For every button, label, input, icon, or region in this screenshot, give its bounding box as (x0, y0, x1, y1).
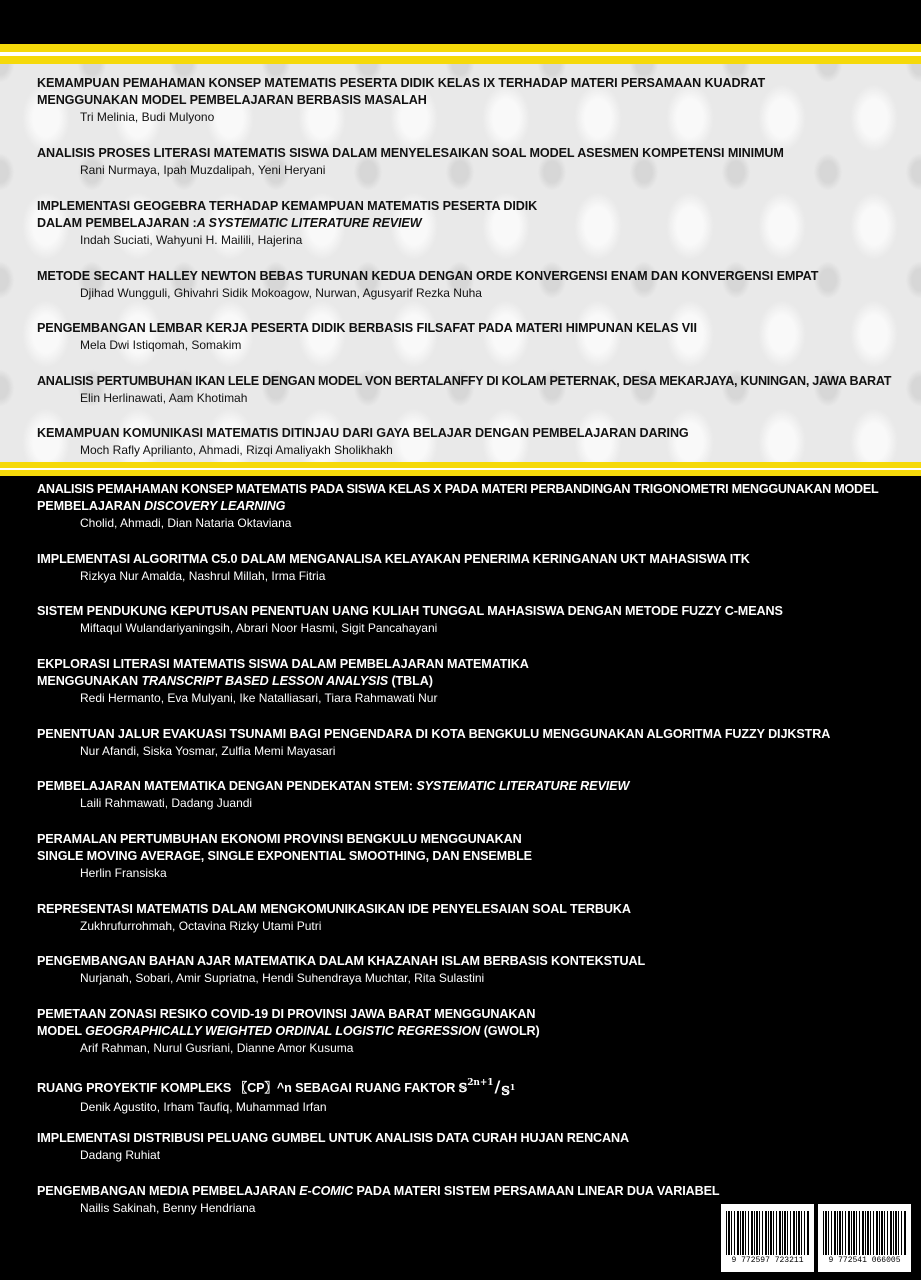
barcode-bars (823, 1211, 906, 1255)
article-title-italic: SYSTEMATIC LITERATURE REVIEW (416, 779, 630, 793)
issn-barcode-online (818, 1204, 911, 1272)
article-authors: Arif Rahman, Nurul Gusriani, Dianne Amor Kusuma (80, 1041, 354, 1055)
article-title: METODE SECANT HALLEY NEWTON BEBAS TURUNAN KEDUA DENGAN ORDE KONVERGENSI ENAM DAN KONVERGENSI EMPAT (37, 269, 819, 283)
article-entry (37, 901, 917, 935)
article-title-text: DALAM PEMBELAJARAN : (37, 216, 197, 230)
article-title: EKPLORASI LITERASI MATEMATIS SISWA DALAM PEMBELAJARAN MATEMATIKA (37, 657, 529, 671)
article-entry (37, 425, 917, 459)
article-authors: Cholid, Ahmadi, Dian Nataria Oktaviana (80, 516, 292, 530)
article-authors: Herlin Fransiska (80, 866, 167, 880)
article-authors: Denik Agustito, Irham Taufiq, Muhammad Irfan (80, 1100, 327, 1114)
article-authors: Zukhrufurrohmah, Octavina Rizky Utami Putri (80, 919, 322, 933)
article-title-line2 (37, 673, 917, 690)
article-title-text: PENGEMBANGAN MEDIA PEMBELAJARAN (37, 1184, 300, 1198)
article-title-italic: GEOGRAPHICALLY WEIGHTED ORDINAL LOGISTIC REGRESSION (85, 1024, 481, 1038)
article-entry (37, 726, 917, 760)
article-authors: Laili Rahmawati, Dadang Juandi (80, 796, 253, 810)
top-yellow-bar (0, 44, 921, 52)
math-symbol-s: 𝕊 (501, 1084, 510, 1098)
top-black-band (0, 0, 921, 44)
article-title: KEMAMPUAN KOMUNIKASI MATEMATIS DITINJAU DARI GAYA BELAJAR DENGAN PEMBELAJARAN DARING (37, 426, 689, 440)
article-authors: Dadang Ruhiat (80, 1148, 161, 1162)
article-authors: Miftaqul Wulandariyaningsih, Abrari Noor Hasmi, Sigit Pancahayani (80, 621, 438, 635)
article-title: IMPLEMENTASI GEOGEBRA TERHADAP KEMAMPUAN MATEMATIS PESERTA DIDIK (37, 199, 538, 213)
article-entry (37, 603, 917, 637)
article-title-line2 (37, 1023, 917, 1040)
article-entry (37, 831, 917, 882)
article-entry (37, 778, 917, 812)
article-authors: Nurjanah, Sobari, Amir Supriatna, Hendi Suhendraya Muchtar, Rita Sulastini (80, 971, 485, 985)
article-entry (37, 373, 917, 407)
article-authors: Elin Herlinawati, Aam Khotimah (80, 391, 248, 405)
article-title-line2 (37, 215, 917, 232)
article-title: PEMETAAN ZONASI RESIKO COVID-19 DI PROVINSI JAWA BARAT MENGGUNAKAN (37, 1007, 536, 1021)
article-title-italic: A SYSTEMATIC LITERATURE REVIEW (196, 216, 422, 230)
math-slash: / (494, 1077, 501, 1096)
article-entry (37, 1006, 917, 1057)
article-title (37, 1078, 917, 1099)
article-title: IMPLEMENTASI ALGORITMA C5.0 DALAM MENGANALISA KELAYAKAN PENERIMA KERINGANAN UKT MAHASISWA ITK (37, 552, 750, 566)
article-title-text: PEMBELAJARAN MATEMATIKA DENGAN PENDEKATAN STEM: (37, 779, 417, 793)
article-title (37, 1183, 917, 1200)
article-entry (37, 953, 917, 987)
article-entry (37, 1078, 917, 1116)
article-entry (37, 481, 917, 532)
article-authors: Nailis Sakinah, Benny Hendriana (80, 1201, 256, 1215)
article-title-line2 (37, 498, 917, 515)
article-title-suffix: (GWOLR) (480, 1024, 540, 1038)
article-entry (37, 75, 917, 126)
article-title: ANALISIS PERTUMBUHAN IKAN LELE DENGAN MODEL VON BERTALANFFY DI KOLAM PETERNAK, DESA MEKARJAYA, KUNINGAN, JAWA BARAT (37, 374, 892, 388)
article-authors: Indah Suciati, Wahyuni H. Mailili, Hajerina (80, 233, 303, 247)
article-title: PENENTUAN JALUR EVAKUASI TSUNAMI BAGI PENGENDARA DI KOTA BENGKULU MENGGUNAKAN ALGORITMA FUZZY DIJKSTRA (37, 727, 831, 741)
article-title-italic: DISCOVERY LEARNING (144, 499, 286, 513)
article-authors: Djihad Wungguli, Ghivahri Sidik Mokoagow, Nurwan, Agusyarif Rezka Nuha (80, 286, 482, 300)
article-entry (37, 198, 917, 249)
article-entry (37, 268, 917, 302)
top-yellow-bar-2 (0, 56, 921, 64)
barcode-bars (726, 1211, 809, 1255)
article-entry (37, 320, 917, 354)
article-title: KEMAMPUAN PEMAHAMAN KONSEP MATEMATIS PESERTA DIDIK KELAS IX TERHADAP MATERI PERSAMAAN KUADRAT (37, 76, 766, 90)
article-title-suffix: PADA MATERI SISTEM PERSAMAAN LINEAR DUA VARIABEL (353, 1184, 720, 1198)
article-authors: Rani Nurmaya, Ipah Muzdalipah, Yeni Heryani (80, 163, 326, 177)
barcode-number: 9 772597 723211 (731, 1256, 804, 1265)
article-authors: Moch Rafly Aprilianto, Ahmadi, Rizqi Amaliyakh Sholikhakh (80, 443, 393, 457)
issn-barcode-print (721, 1204, 814, 1272)
article-title: PENGEMBANGAN LEMBAR KERJA PESERTA DIDIK BERBASIS FILSAFAT PADA MATERI HIMPUNAN KELAS VII (37, 321, 697, 335)
article-title-line2: SINGLE MOVING AVERAGE, SINGLE EXPONENTIAL SMOOTHING, DAN ENSEMBLE (37, 849, 532, 863)
article-title-text: PEMBELAJARAN (37, 499, 145, 513)
article-authors: Rizkya Nur Amalda, Nashrul Millah, Irma Fitria (80, 569, 326, 583)
article-title: SISTEM PENDUKUNG KEPUTUSAN PENENTUAN UANG KULIAH TUNGGAL MAHASISWA DENGAN METODE FUZZY C-MEANS (37, 604, 783, 618)
article-title-line2: MENGGUNAKAN MODEL PEMBELAJARAN BERBASIS MASALAH (37, 93, 427, 107)
article-title: PENGEMBANGAN BAHAN AJAR MATEMATIKA DALAM KHAZANAH ISLAM BERBASIS KONTEKSTUAL (37, 954, 646, 968)
article-authors: Mela Dwi Istiqomah, Somakim (80, 338, 242, 352)
quotient-space-formula (458, 1077, 516, 1098)
article-authors: Redi Hermanto, Eva Mulyani, Ike Natalliasari, Tiara Rahmawati Nur (80, 691, 438, 705)
article-title: ANALISIS PEMAHAMAN KONSEP MATEMATIS PADA SISWA KELAS X PADA MATERI PERBANDINGAN TRIGONOMETRI MENGGUNAKAN MODEL (37, 482, 879, 496)
article-authors: Nur Afandi, Siska Yosmar, Zulfia Memi Mayasari (80, 744, 336, 758)
article-title-italic: E-COMIC (299, 1184, 354, 1198)
math-exponent: 2n+1 (467, 1078, 494, 1088)
article-entry (37, 1130, 917, 1164)
article-authors: Tri Melinia, Budi Mulyono (80, 110, 215, 124)
article-title: IMPLEMENTASI DISTRIBUSI PELUANG GUMBEL UNTUK ANALISIS DATA CURAH HUJAN RENCANA (37, 1131, 630, 1145)
article-entry (37, 145, 917, 179)
article-entry (37, 656, 917, 707)
article-title (37, 778, 917, 795)
article-title-suffix: (TBLA) (388, 674, 433, 688)
article-title: REPRESENTASI MATEMATIS DALAM MENGKOMUNIKASIKAN IDE PENYELESAIAN SOAL TERBUKA (37, 902, 631, 916)
article-title-text: MODEL (37, 1024, 86, 1038)
article-title: ANALISIS PROSES LITERASI MATEMATIS SISWA DALAM MENYELESAIKAN SOAL MODEL ASESMEN KOMPETENSI MINIMUM (37, 146, 784, 160)
article-title: PERAMALAN PERTUMBUHAN EKONOMI PROVINSI BENGKULU MENGGUNAKAN (37, 832, 522, 846)
math-symbol-s: 𝕊 (458, 1081, 468, 1095)
math-exponent: 1 (509, 1082, 516, 1092)
article-title-italic: TRANSCRIPT BASED LESSON ANALYSIS (141, 674, 389, 688)
article-title-text: RUANG PROYEKTIF KOMPLEKS 〖CP〗^n SEBAGAI RUANG FAKTOR (37, 1081, 459, 1095)
barcode-number: 9 772541 066005 (828, 1256, 901, 1265)
article-title-text: MENGGUNAKAN (37, 674, 142, 688)
article-entry (37, 551, 917, 585)
